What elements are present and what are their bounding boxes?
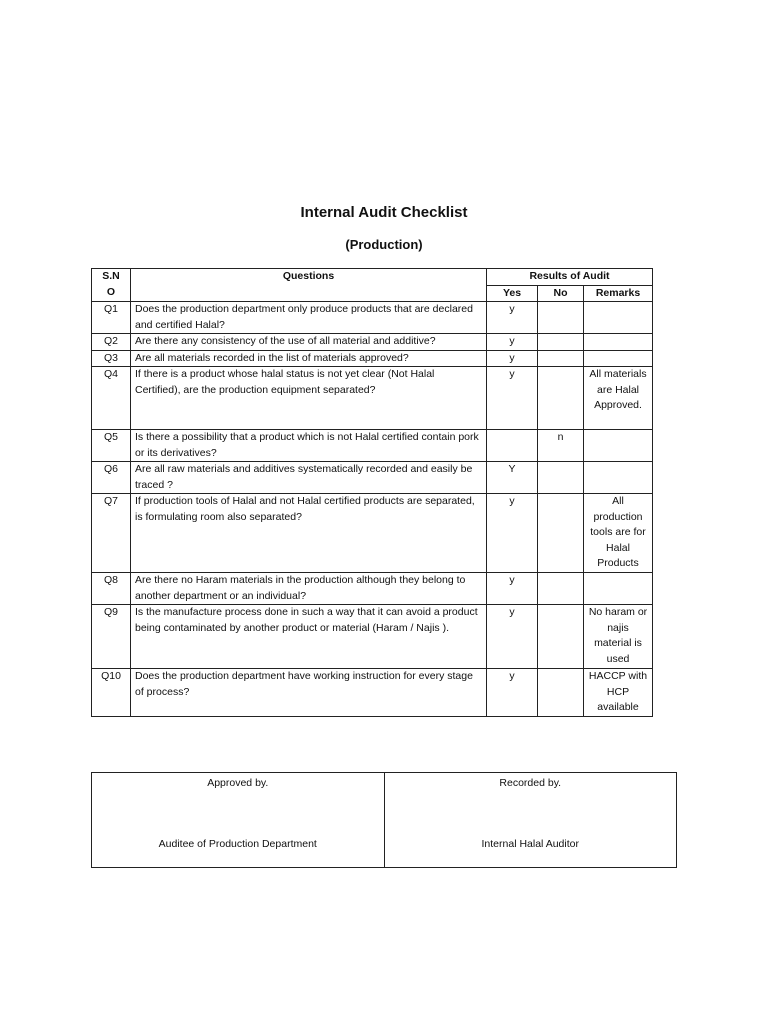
row-sno: Q6 [92,462,131,494]
row-no [538,367,584,430]
row-yes: y [487,334,538,351]
signoff-table [91,772,677,868]
header-yes: Yes [487,285,538,302]
table-row [92,669,653,717]
row-question: If there is a product whose halal status is not yet clear (Not Halal Certified), are the production equipment separated? [131,367,487,430]
row-sno: Q2 [92,334,131,351]
row-question: Does the production department have working instruction for every stage of process? [131,669,487,717]
document-subtitle: (Production) [345,237,423,252]
table-row [92,605,653,669]
row-yes: y [487,605,538,669]
approved-by-name: Auditee of Production Department [158,838,317,850]
row-yes: Y [487,462,538,494]
row-sno: Q7 [92,494,131,573]
header-remarks: Remarks [584,285,653,302]
row-sno: Q9 [92,605,131,669]
row-yes: y [487,302,538,334]
header-sno-line1: S.N [102,270,120,282]
row-remarks [584,462,653,494]
header-results-of-audit: Results of Audit [487,269,653,286]
table-row [92,302,653,334]
row-no [538,605,584,669]
header-questions: Questions [131,269,487,302]
row-sno: Q8 [92,573,131,605]
row-no [538,302,584,334]
row-question: Does the production department only produce products that are declared and certified Halal? [131,302,487,334]
table-row [92,367,653,430]
row-question: Are all raw materials and additives systematically recorded and easily be traced ? [131,462,487,494]
row-remarks [584,334,653,351]
row-remarks: No haram or najis material is used [584,605,653,669]
row-no: n [538,430,584,462]
row-yes: y [487,350,538,367]
recorded-by-label: Recorded by. [499,777,562,789]
row-yes: y [487,494,538,573]
row-sno: Q4 [92,367,131,430]
table-row [92,494,653,573]
header-sno [92,269,131,302]
row-sno: Q10 [92,669,131,717]
row-sno: Q1 [92,302,131,334]
row-remarks: All materials are Halal Approved. [584,367,653,430]
header-no: No [538,285,584,302]
table-row [92,334,653,351]
row-yes: y [487,573,538,605]
row-yes: y [487,669,538,717]
row-remarks [584,430,653,462]
row-remarks [584,350,653,367]
row-question: If production tools of Halal and not Halal certified products are separated, is formulating room also separated? [131,494,487,573]
row-no [538,494,584,573]
row-no [538,350,584,367]
recorded-by-cell [384,773,677,868]
table-row [92,462,653,494]
row-question: Are there any consistency of the use of all material and additive? [131,334,487,351]
row-remarks [584,302,653,334]
row-no [538,669,584,717]
row-question: Are there no Haram materials in the production although they belong to another department or an individual? [131,573,487,605]
row-sno: Q3 [92,350,131,367]
table-row [92,430,653,462]
row-question: Are all materials recorded in the list of materials approved? [131,350,487,367]
row-remarks: All production tools are for Halal Products [584,494,653,573]
approved-by-label: Approved by. [207,777,269,789]
document-title: Internal Audit Checklist [300,204,468,221]
row-no [538,334,584,351]
row-yes: y [487,367,538,430]
table-row [92,350,653,367]
row-yes [487,430,538,462]
header-sno-line2: O [106,285,116,298]
row-question: Is the manufacture process done in such a way that it can avoid a product being contaminated by another product or material (Haram / Najis ). [131,605,487,669]
row-no [538,573,584,605]
row-sno: Q5 [92,430,131,462]
table-row [92,573,653,605]
audit-checklist-table [91,268,653,717]
row-question: Is there a possibility that a product which is not Halal certified contain pork or its derivatives? [131,430,487,462]
approved-by-cell [92,773,385,868]
row-remarks [584,573,653,605]
recorded-by-name: Internal Halal Auditor [481,838,579,850]
row-no [538,462,584,494]
row-remarks: HACCP with HCP available [584,669,653,717]
